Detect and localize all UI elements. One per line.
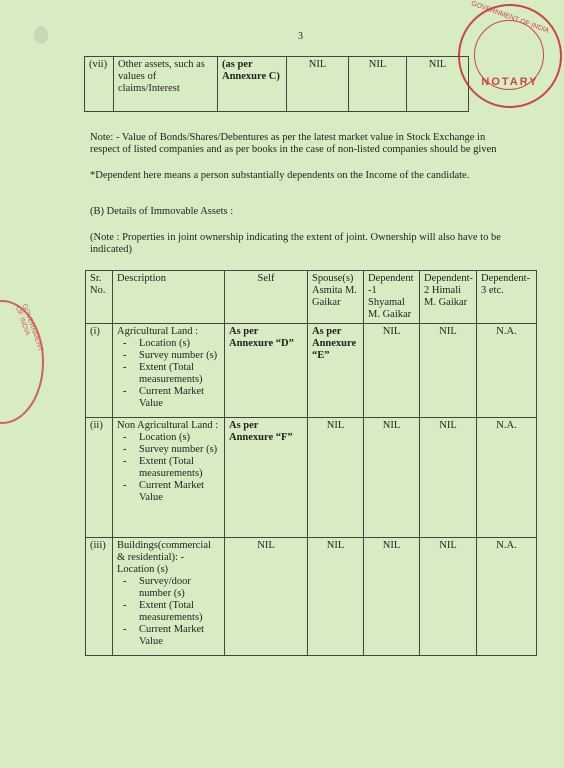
dep1-cell: NIL [349, 57, 407, 112]
note-joint-ownership: (Note : Properties in joint ownership indicating the extent of joint. Ownership will also have to be indicated) [90, 232, 501, 255]
note-dependent: *Dependent here means a person substantially dependents on the Income of the candidate. [90, 170, 470, 181]
list-item: - Survey number (s) [139, 444, 220, 456]
description-cell [113, 418, 225, 538]
list-item: - Current Market Value [139, 386, 220, 410]
list-item: - Extent (Total measurements) [139, 600, 220, 624]
dep1-cell: NIL [364, 538, 420, 656]
section-heading: (B) Details of Immovable Assets : [90, 206, 234, 217]
sr-cell: (i) [86, 324, 113, 418]
sr-cell: (iii) [86, 538, 113, 656]
list-item: - Survey number (s) [139, 350, 220, 362]
header-spouse: Spouse(s) Asmita M. Gaikar [308, 271, 364, 324]
self-cell: (as per Annexure C) [218, 57, 287, 112]
dep2-cell: NIL [420, 538, 477, 656]
table-row [86, 324, 537, 418]
sr-cell: (ii) [86, 418, 113, 538]
self-cell: As per Annexure “D” [225, 324, 308, 418]
dep2-cell: NIL [420, 324, 477, 418]
description-location: Location (s) [117, 564, 169, 575]
sr-cell: (vii) [85, 57, 114, 112]
spouse-cell: NIL [308, 538, 364, 656]
header-dependent-2: Dependent-2 Himali M. Gaikar [420, 271, 477, 324]
stamp-arc-text: GOVERNMENT OF INDIA [470, 0, 550, 35]
header-dependent-3: Dependent-3 etc. [477, 271, 537, 324]
description-cell: Other assets, such as values of claims/Interest [114, 57, 218, 112]
header-description: Description [113, 271, 225, 324]
stamp-notary-text: NOTARY [481, 76, 539, 88]
spouse-cell: NIL [308, 418, 364, 538]
dep2-cell: NIL [420, 418, 477, 538]
note-bonds: Note: - Value of Bonds/Shares/Debentures as per the latest market value in Stock Exchange in respect of listed companies and as per books in the case of non-listed companies should be given [90, 132, 497, 155]
page-number: 3 [298, 31, 303, 42]
description-list [117, 432, 220, 504]
table-row [86, 418, 537, 538]
list-item: - Current Market Value [139, 480, 220, 504]
spouse-cell: As per Annexure “E” [308, 324, 364, 418]
side-stamp [0, 300, 44, 424]
table-header-row [86, 271, 537, 324]
dep2-cell: NIL [407, 57, 469, 112]
description-list [117, 576, 220, 648]
dep3-cell: N.A. [477, 418, 537, 538]
header-self: Self [225, 271, 308, 324]
self-cell: NIL [225, 538, 308, 656]
table-row [86, 538, 537, 656]
description-title: Agricultural Land : [117, 326, 199, 337]
header-dependent-1: Dependent -1 Shyamal M. Gaikar [364, 271, 420, 324]
other-assets-table [84, 56, 469, 112]
dep3-cell: N.A. [477, 324, 537, 418]
description-title: Buildings(commercial & residential): - [117, 540, 211, 563]
spouse-cell: NIL [287, 57, 349, 112]
list-item: - Location (s) [139, 338, 220, 350]
self-cell: As per Annexure “F” [225, 418, 308, 538]
description-list [117, 338, 220, 410]
description-cell [113, 538, 225, 656]
dep3-cell: N.A. [477, 538, 537, 656]
table-row [85, 57, 469, 112]
notary-stamp [458, 0, 562, 108]
description-cell [113, 324, 225, 418]
description-title: Non Agricultural Land : [117, 420, 219, 431]
header-sr: Sr. No. [86, 271, 113, 324]
list-item: - Extent (Total measurements) [139, 362, 220, 386]
stamp-arc-text: GOVERNMENT OF INDIA [13, 303, 45, 353]
list-item: - Location (s) [139, 432, 220, 444]
immovable-assets-table [85, 270, 537, 656]
binder-hole [34, 26, 48, 44]
list-item: - Current Market Value [139, 624, 220, 648]
dep1-cell: NIL [364, 418, 420, 538]
list-item: - Survey/door number (s) [139, 576, 220, 600]
dep1-cell: NIL [364, 324, 420, 418]
list-item: - Extent (Total measurements) [139, 456, 220, 480]
